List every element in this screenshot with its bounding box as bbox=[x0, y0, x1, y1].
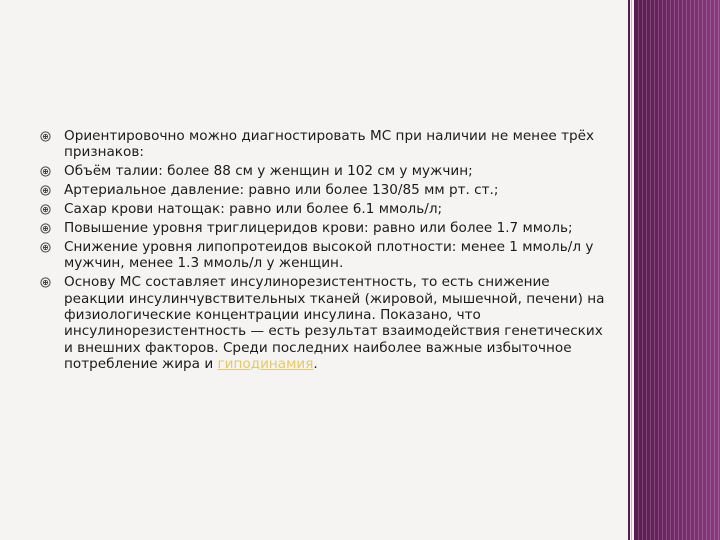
bullet-text: Повышение уровня триглицеридов крови: равно или более 1.7 ммоль; bbox=[64, 220, 573, 237]
band-stripe bbox=[706, 0, 707, 540]
circled-cross-icon bbox=[40, 223, 51, 234]
band-stripe bbox=[690, 0, 691, 540]
slide-content bbox=[40, 128, 610, 375]
bullet-text: Объём талии: более 88 см у женщин и 102 см у мужчин; bbox=[64, 163, 473, 180]
band-stripe bbox=[654, 0, 655, 540]
circled-cross-icon bbox=[40, 277, 51, 288]
band-stripe bbox=[718, 0, 719, 540]
bullet-item-3 bbox=[40, 182, 610, 198]
decorative-side-band bbox=[634, 0, 720, 540]
band-stripe bbox=[662, 0, 663, 540]
band-stripe bbox=[666, 0, 667, 540]
band-stripe bbox=[670, 0, 671, 540]
band-stripe bbox=[678, 0, 679, 540]
band-stripe bbox=[638, 0, 639, 540]
bullet-text: Ориентировочно можно диагностировать МС при наличии не менее трёх признаков: bbox=[64, 128, 595, 161]
circled-cross-icon bbox=[40, 242, 51, 253]
hypodynamia-link[interactable]: гиподинамия bbox=[217, 356, 314, 373]
band-stripe bbox=[642, 0, 643, 540]
bullet-item-1 bbox=[40, 128, 610, 161]
side-border-line bbox=[628, 0, 630, 540]
bullet-item-6 bbox=[40, 239, 610, 272]
bullet-item-7 bbox=[40, 274, 610, 372]
circled-cross-icon bbox=[40, 185, 51, 196]
bullet-text: Основу МС составляет инсулинорезистентность, то есть снижение реакции инсулинчувствительных тканей (жировой, мышечной, печени) на физиологические концентрации инсулина. Показано, что инсулинорезистентность — есть результат взаимодействия генетических и внешних факторов. Среди последних наиболее важные избыточное потребление жира и bbox=[64, 274, 605, 373]
bullet-list bbox=[40, 128, 610, 373]
bullet-text: Артериальное давление: равно или более 130/85 мм рт. ст.; bbox=[64, 182, 499, 199]
band-stripe bbox=[710, 0, 711, 540]
bullet-item-5 bbox=[40, 220, 610, 236]
band-stripe bbox=[682, 0, 683, 540]
band-stripe bbox=[694, 0, 695, 540]
band-stripe bbox=[698, 0, 699, 540]
bullet-text-end: . bbox=[313, 356, 318, 373]
band-stripe bbox=[658, 0, 659, 540]
bullet-text: Снижение уровня липопротеидов высокой плотности: менее 1 ммоль/л у мужчин, менее 1.3 ммоль/л у женщин. bbox=[64, 238, 594, 272]
band-stripe bbox=[686, 0, 687, 540]
bullet-text: Сахар крови натощак: равно или более 6.1 ммоль/л; bbox=[64, 201, 443, 218]
band-stripe bbox=[714, 0, 715, 540]
circled-cross-icon bbox=[40, 166, 51, 177]
circled-cross-icon bbox=[40, 204, 51, 215]
bullet-item-4 bbox=[40, 201, 610, 217]
band-stripe bbox=[702, 0, 703, 540]
bullet-item-2 bbox=[40, 163, 610, 179]
band-stripe bbox=[650, 0, 651, 540]
circled-cross-icon bbox=[40, 131, 51, 142]
band-stripe bbox=[646, 0, 647, 540]
side-border-line-light bbox=[631, 0, 632, 540]
band-stripe bbox=[674, 0, 675, 540]
